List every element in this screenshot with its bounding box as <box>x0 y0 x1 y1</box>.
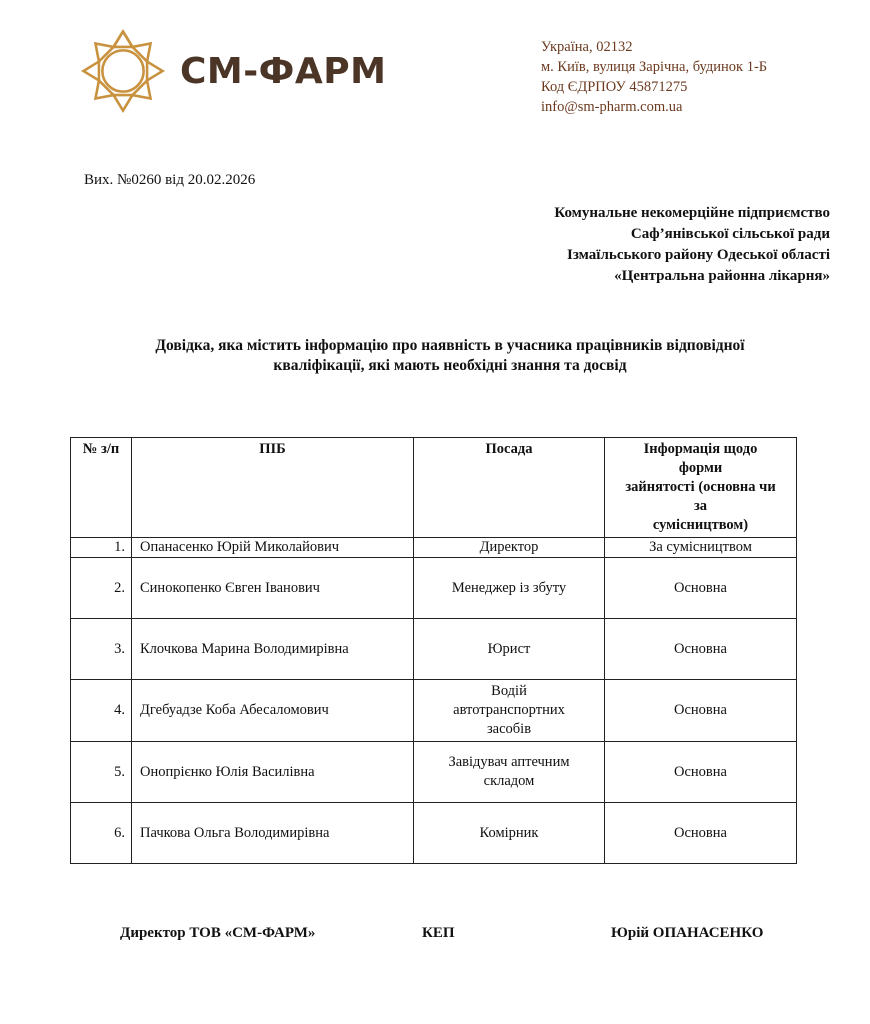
document-title <box>60 336 840 376</box>
header-employment: Інформація щодо форми зайнятості (основна чи за сумісництвом) <box>605 438 797 538</box>
employee-position: Завідувач аптечним складом <box>414 742 605 803</box>
table-row <box>71 680 797 742</box>
recipient-line: «Центральна районна лікарня» <box>614 268 830 284</box>
row-number: 2. <box>71 558 132 619</box>
employee-name: Клочкова Марина Володимирівна <box>132 619 414 680</box>
employment-type: Основна <box>605 619 797 680</box>
company-logo-text: СМ-ФАРМ <box>180 50 387 92</box>
employment-type: Основна <box>605 680 797 742</box>
signature-title: Директор ТОВ «СМ-ФАРМ» <box>120 925 316 941</box>
row-number: 5. <box>71 742 132 803</box>
signature-method: КЕП <box>422 925 455 941</box>
employee-position: Менеджер із збуту <box>414 558 605 619</box>
table-header-row <box>71 438 797 538</box>
table-row <box>71 619 797 680</box>
employee-position: Водій автотранспортних засобів <box>414 680 605 742</box>
address-line: Код ЄДРПОУ 45871275 <box>541 79 688 95</box>
company-logo <box>80 28 386 114</box>
recipient-line: Комунальне некомерційне підприємство <box>554 205 830 221</box>
title-line: кваліфікації, які мають необхідні знання та досвід <box>273 357 627 374</box>
employee-position: Директор <box>414 538 605 558</box>
address-line: Україна, 02132 <box>541 39 633 55</box>
row-number: 4. <box>71 680 132 742</box>
title-line: Довідка, яка містить інформацію про наявність в учасника працівників відповідної <box>155 337 745 354</box>
employee-name: Синокопенко Євген Іванович <box>132 558 414 619</box>
table-row <box>71 803 797 864</box>
row-number: 1. <box>71 538 132 558</box>
employee-name: Пачкова Ольга Володимирівна <box>132 803 414 864</box>
outgoing-reference: Вих. №0260 від 20.02.2026 <box>84 172 256 188</box>
employee-name: Дгебуадзе Коба Абесаломович <box>132 680 414 742</box>
row-number: 6. <box>71 803 132 864</box>
employee-name: Опанасенко Юрій Миколайович <box>132 538 414 558</box>
employment-type: Основна <box>605 742 797 803</box>
header-number: № з/п <box>71 438 132 538</box>
recipient-line: Саф’янівської сільської ради <box>630 226 830 242</box>
employment-type: За сумісництвом <box>605 538 797 558</box>
header-position: Посада <box>414 438 605 538</box>
signature-name: Юрій ОПАНАСЕНКО <box>611 925 764 941</box>
employment-type: Основна <box>605 803 797 864</box>
table-row <box>71 558 797 619</box>
table-row <box>71 538 797 558</box>
header-name: ПІБ <box>132 438 414 538</box>
employee-position: Юрист <box>414 619 605 680</box>
recipient-block <box>554 203 830 287</box>
employee-position: Комірник <box>414 803 605 864</box>
employees-table <box>70 437 797 864</box>
employee-name: Онопрієнко Юлія Василівна <box>132 742 414 803</box>
company-address <box>541 37 767 117</box>
address-line: м. Київ, вулиця Зарічна, будинок 1-Б <box>541 59 768 75</box>
table-row <box>71 742 797 803</box>
row-number: 3. <box>71 619 132 680</box>
star-logo-icon <box>80 28 166 114</box>
recipient-line: Ізмаїльського району Одеської області <box>567 247 830 263</box>
email-line: info@sm-pharm.com.ua <box>541 99 683 115</box>
employment-type: Основна <box>605 558 797 619</box>
